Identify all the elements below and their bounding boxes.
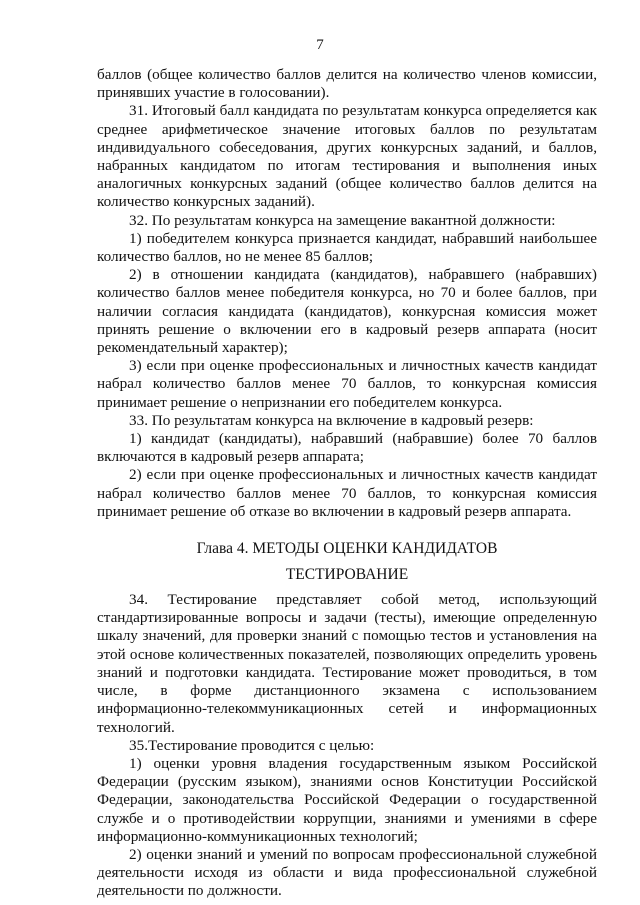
chapter-title: Глава 4. МЕТОДЫ ОЦЕНКИ КАНДИДАТОВ xyxy=(196,540,498,558)
paragraph-32-item-1: 1) победителем конкурса признается кандидат, набравший наибольшее количество баллов, но не менее 85 баллов; xyxy=(97,229,597,266)
paragraph-continuation: баллов (общее количество баллов делится на количество членов комиссии, принявших участие в голосовании). xyxy=(97,66,597,102)
paragraph-32-item-3: 3) если при оценке профессиональных и личностных качеств кандидат набрал количество баллов менее 70 баллов, то конкурсная комиссия принимает решение о непризнании его победителем конкурса. xyxy=(97,357,597,411)
page-number: 7 xyxy=(316,37,324,53)
paragraph-34: 34. Тестирование представляет собой метод, использующий стандартизированные вопросы и задачи (тесты), имеющие определенную шкалу значений, для проверки знаний с помощью тестов и установления на этой основе количественных показателей, позволяющих определить уровень знаний и подготовки кандидата. Тестирование может проводиться, в том числе, в форме дистанционного экзамена с использованием информационно-телекоммуникационных сетей и информационных технологий. xyxy=(97,591,597,736)
paragraph-33: 33. По результатам конкурса на включение в кадровый резерв: xyxy=(129,411,534,429)
paragraph-31: 31. Итоговый балл кандидата по результатам конкурса определяется как среднее арифметическое значение итоговых баллов по результатам индивидуального собеседования, других конкурсных заданий, и баллов, набранных кандидатом по итогам тестирования и выполнения иных аналогичных конкурсных заданий (общее количество баллов делится на количество конкурсных заданий). xyxy=(97,102,597,211)
section-title: ТЕСТИРОВАНИЕ xyxy=(285,566,409,584)
paragraph-32-item-2: 2) в отношении кандидата (кандидатов), набравшего (набравших) количество баллов менее победителя конкурса, но 70 и более баллов, при наличии согласия кандидата (кандидатов), конкурсная комиссия может принять решение о включении его в кадровый резерв аппарата (носит рекомендательный характер); xyxy=(97,266,597,357)
paragraph-35-item-1: 1) оценки уровня владения государственным языком Российской Федерации (русским языком), знаниями основ Конституции Российской Федерации, законодательства Российской Федерации о государственной службе и о противодействии коррупции, знаниями и умениями в сфере информационно-коммуникационных технологий; xyxy=(97,754,597,845)
paragraph-35: 35.Тестирование проводится с целью: xyxy=(129,736,375,754)
paragraph-33-item-2: 2) если при оценке профессиональных и личностных качеств кандидат набрал количество баллов менее 70 баллов, то конкурсная комиссия принимает решение об отказе во включении в кадровый резерв аппарата. xyxy=(97,466,597,520)
paragraph-35-item-2: 2) оценки знаний и умений по вопросам профессиональной служебной деятельности исходя из области и вида профессиональной служебной деятельности по должности. xyxy=(97,845,597,900)
paragraph-33-item-1: 1) кандидат (кандидаты), набравший (набравшие) более 70 баллов включаются в кадровый резерв аппарата; xyxy=(97,430,597,466)
document-body xyxy=(97,66,597,901)
paragraph-32: 32. По результатам конкурса на замещение вакантной должности: xyxy=(129,211,556,229)
